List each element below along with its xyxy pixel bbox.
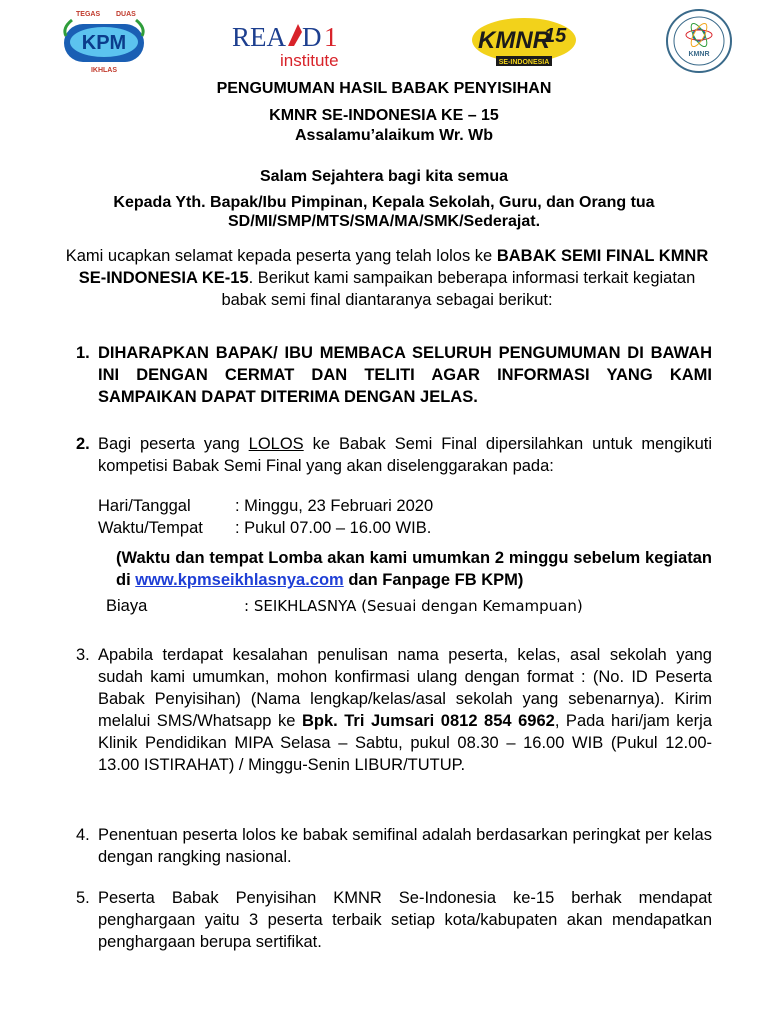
logo-bar [0,0,768,80]
svg-text:REA: REA [232,22,286,52]
kmnr-logo-sub: SE-INDONESIA [498,59,550,66]
read1-logo-sub: institute [280,51,339,70]
schedule-note-a: (Waktu dan tempat Lomba akan kami umumkan 2 minggu sebelum kegiatan di [116,549,712,589]
item-4-number: 4. [76,826,90,844]
item-1-text: DIHARAPKAN BAPAK/ IBU MEMBACA SELURUH PENGUMUMAN DI BAWAH INI DENGAN CERMAT DAN TELITI AGAR INFORMASI YANG KAMI SAMPAIKAN DAPAT DITERIMA DENGAN JELAS. [98,344,712,406]
item-3-text [98,644,712,776]
title-line-2: KMNR SE-INDONESIA KE – 15 [269,107,499,124]
item-1-number: 1. [76,344,90,362]
greeting: Assalamu’alaikum Wr. Wb [295,127,493,144]
schedule-note-b: dan Fanpage FB KPM) [343,571,524,589]
item-5-text: Peserta Babak Penyisihan KMNR Se-Indonesia ke-15 berhak mendapat penghargaan yaitu 3 peserta terbaik setiap kota/kabupaten akan mendapatkan penghargaan berupa sertifikat. [98,889,712,951]
intro-paragraph [62,245,712,311]
schedule-note [116,547,712,591]
kpm-logo-text: KPM [81,32,127,54]
schedule-date-label: Hari/Tanggal [98,497,191,515]
kpm-logo-top: TEGAS [76,11,101,18]
intro-text-a: Kami ucapkan selamat kepada peserta yang telah lolos ke [65,247,497,265]
schedule-fee-value: : SEIKHLASNYA (Sesuai dengan Kemampuan) [244,597,583,615]
greeting-2: Salam Sejahtera bagi kita semua [259,168,509,185]
item-2-text-underlined: LOLOS [248,435,304,453]
kmnr-logo-main: KMNR [478,27,550,54]
item-2-text-a: Bagi peserta yang [98,435,249,453]
schedule-time-value: : Pukul 07.00 – 16.00 WIB. [235,519,432,537]
kmnr-logo [470,14,586,70]
svg-text:1: 1 [324,22,338,52]
title-line-1: PENGUMUMAN HASIL BABAK PENYISIHAN [216,80,552,97]
schedule-time-row [98,517,431,539]
schedule-fee-label: Biaya [106,597,148,615]
kpm-logo-bottom: IKHLAS [90,67,118,74]
website-link[interactable]: www.kpmseikhlasnya.com [135,571,344,589]
read1-logo [232,20,372,70]
kmnr-logo-num: 15 [544,25,567,47]
schedule-date-value: : Minggu, 23 Februari 2020 [235,497,434,515]
item-2-text [98,433,712,477]
item-2-text-b: ke Babak Semi Final dipersilahkan untuk mengikuti kompetisi Babak Semi Final yang akan diselenggarakan pada: [98,435,713,475]
addressee-line-1: Kepada Yth. Bapak/Ibu Pimpinan, Kepala Sekolah, Guru, dan Orang tua [113,194,655,211]
intro-text-bold: BABAK SEMI FINAL KMNR SE-INDONESIA KE-15 [78,247,709,287]
item-3-text-a: Apabila terdapat kesalahan penulisan nama peserta, kelas, asal sekolah yang sudah kami umumkan, mohon konfirmasi ulang dengan format : (No. ID Peserta Babak Penyisihan) (Nama lengkap/kelas/asal sekolah yang sebenarnya). Kirim melalui SMS/Whatsapp ke [98,646,712,730]
schedule-time-label: Waktu/Tempat [98,519,203,537]
item-5-number: 5. [76,889,90,907]
schedule-date-row [98,495,433,517]
item-3-number: 3. [76,646,90,664]
svg-text:D: D [302,22,322,52]
item-2-number: 2. [76,435,90,453]
item-4-text: Penentuan peserta lolos ke babak semifinal adalah berdasarkan peringkat per kelas dengan rangking nasional. [98,826,712,866]
item-3-text-c: , Pada hari/jam kerja Klinik Pendidikan MIPA Selasa – Sabtu, pukul 08.30 – 16.00 WIB (Pukul 12.00-13.00 ISTIRAHAT) / Minggu-Senin LIBUR/TUTUP. [98,712,712,774]
intro-text-c: . Berikut kami sampaikan beberapa informasi terkait kegiatan babak semi final diantaranya sebagai berikut: [221,269,696,309]
schedule-fee-row [106,595,583,617]
kpm-logo-top2: DUAS [116,11,136,18]
kmnr-seal-logo [664,8,734,74]
item-3-contact: Bpk. Tri Jumsari 0812 854 6962 [301,712,555,730]
addressee-line-2: SD/MI/SMP/MTS/SMA/MA/SMK/Sederajat. [227,213,541,230]
seal-logo-text: KMNR [688,51,710,58]
kpm-logo [58,6,150,74]
